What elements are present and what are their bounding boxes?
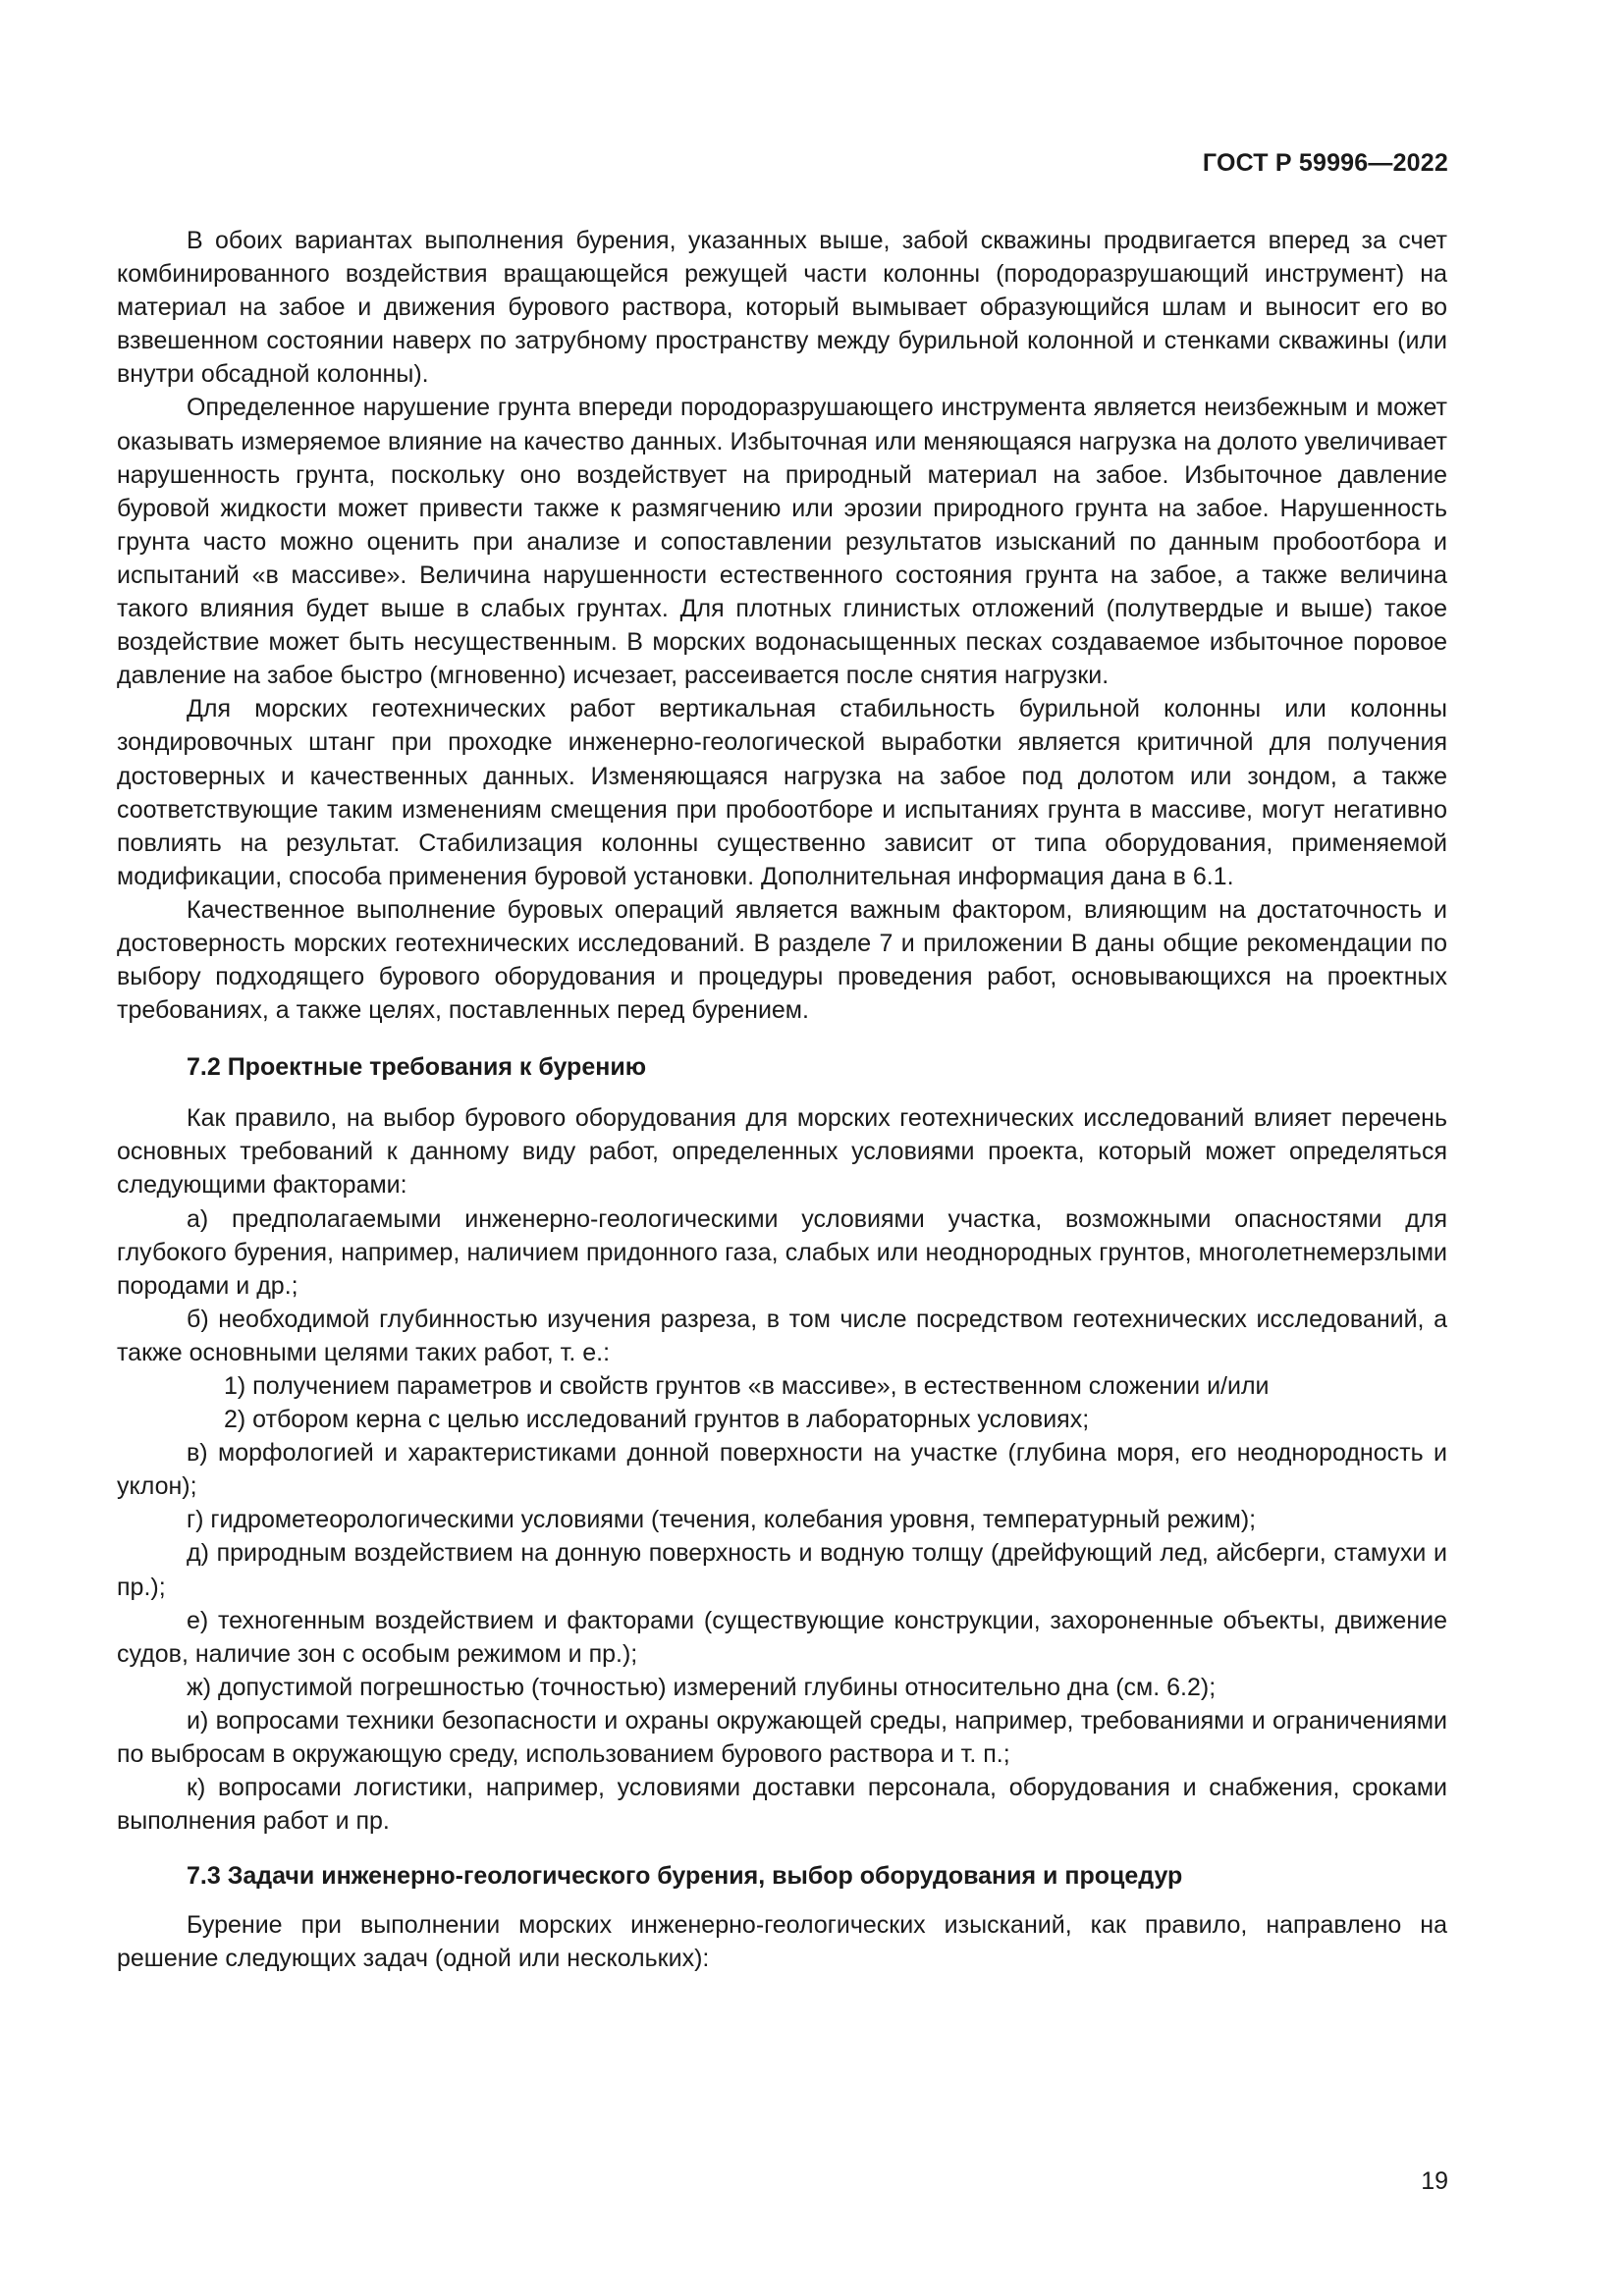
paragraph-drilling-quality: Качественное выполнение буровых операций является важным фактором, влияющим на достаточность и достоверность морских геотехнических исследований. В разделе 7 и приложении В даны общие рекомендации по выбору подходящего бурового оборудования и процедуры проведения работ, основывающихся на проектных требованиях, а также целях, поставленных перед бурением.: [117, 895, 1447, 1025]
paragraph-soil-disturbance: Определенное нарушение грунта впереди породоразрушающего инструмента является неизбежным и может оказывать измеряемое влияние на качество данных. Избыточная или меняющаяся нагрузка на долото увеличивает нарушенность грунта, поскольку оно воздействует на природный материал на забое. Избыточное давление буровой жидкости может привести также к размягчению или эрозии природного грунта на забое. Нарушенность грунта часто можно оценить при анализе и сопоставлении результатов изысканий по данным пробоотбора и испытаний «в массиве». Величина нарушенности естественного состояния грунта на забое, а также величина такого влияния будет выше в слабых грунтах. Для плотных глинистых отложений (полутвердые и выше) такое воздействие может быть несущественным. В морских водонасыщенных песках создаваемое избыточное поровое давление на забое быстро (мгновенно) исчезает, рассеивается после снятия нагрузки.: [117, 394, 1447, 690]
page-number: 19: [1421, 2167, 1448, 2195]
list-item-b: б) необходимой глубинностью изучения разреза, в том числе посредством геотехнических исследований, а также основными целями таких работ, т. е.:: [117, 1305, 1447, 1366]
document-body: [117, 224, 1447, 1976]
paragraph-drilling-variants: В обоих вариантах выполнения бурения, указанных выше, забой скважины продвигается вперед за счет комбинированного воздействия вращающейся режущей части колонны (породоразрушающий инструмент) на материал на забое и движения бурового раствора, который вымывает образующийся шлам и выносит его во взвешенном состоянии наверх по затрубному пространству между бурильной колонной и стенками скважины (или внутри обсадной колонны).: [117, 227, 1447, 389]
list-item-e: е) техногенным воздействием и факторами (существующие конструкции, захороненные объекты, движение судов, наличие зон с особым режимом и пр.);: [117, 1606, 1447, 1668]
sub-item-2: 2) отбором керна с целью исследований грунтов в лабораторных условиях;: [224, 1406, 1090, 1434]
list-item-v: в) морфологией и характеристиками донной поверхности на участке (глубина моря, его неоднородность и уклон);: [117, 1439, 1447, 1501]
list-item-zh: ж) допустимой погрешностью (точностью) измерений глубины относительно дна (см. 6.2);: [187, 1673, 1217, 1701]
section-7-2-intro: Как правило, на выбор бурового оборудования для морских геотехнических исследований влияет перечень основных требований к данному виду работ, определенных условиями проекта, который может определяться следующими факторами:: [117, 1104, 1447, 1200]
section-heading-7-3: 7.3 Задачи инженерно-геологического бурения, выбор оборудования и процедур: [187, 1862, 1183, 1891]
section-7-3-intro: Бурение при выполнении морских инженерно-геологических изысканий, как правило, направлено на решение следующих задач (одной или нескольких):: [117, 1911, 1447, 1973]
list-item-g: г) гидрометеорологическими условиями (течения, колебания уровня, температурный режим);: [187, 1506, 1257, 1534]
document-header: ГОСТ Р 59996—2022: [1202, 149, 1448, 177]
list-item-i: и) вопросами техники безопасности и охраны окружающей среды, например, требованиями и ограничениями по выбросам в окружающую среду, использованием бурового раствора и т. п.;: [117, 1706, 1447, 1769]
list-item-k: к) вопросами логистики, например, условиями доставки персонала, оборудования и снабжения, сроками выполнения работ и пр.: [117, 1774, 1447, 1836]
sub-item-1: 1) получением параметров и свойств грунтов «в массиве», в естественном сложении и/или: [224, 1372, 1270, 1400]
list-item-a: а) предполагаемыми инженерно-геологическими условиями участка, возможными опасностями для глубокого бурения, например, наличием придонного газа, слабых или неоднородных грунтов, многолетнемерзлыми породами и др.;: [117, 1204, 1447, 1300]
list-item-d: д) природным воздействием на донную поверхность и водную толщу (дрейфующий лед, айсберги, стамухи и пр.);: [117, 1539, 1447, 1601]
section-heading-7-2: 7.2 Проектные требования к бурению: [187, 1053, 647, 1082]
paragraph-vertical-stability: Для морских геотехнических работ вертикальная стабильность бурильной колонны или колонны зондировочных штанг при проходке инженерно-геологической выработки является критичной для получения достоверных и качественных данных. Изменяющаяся нагрузка на забое под долотом или зондом, а также соответствующие таким изменениям смещения при пробоотборе и испытаниях грунта в массиве, могут негативно повлиять на результат. Стабилизация колонны существенно зависит от типа оборудования, применяемой модификации, способа применения буровой установки. Дополнительная информация дана в 6.1.: [117, 695, 1447, 890]
